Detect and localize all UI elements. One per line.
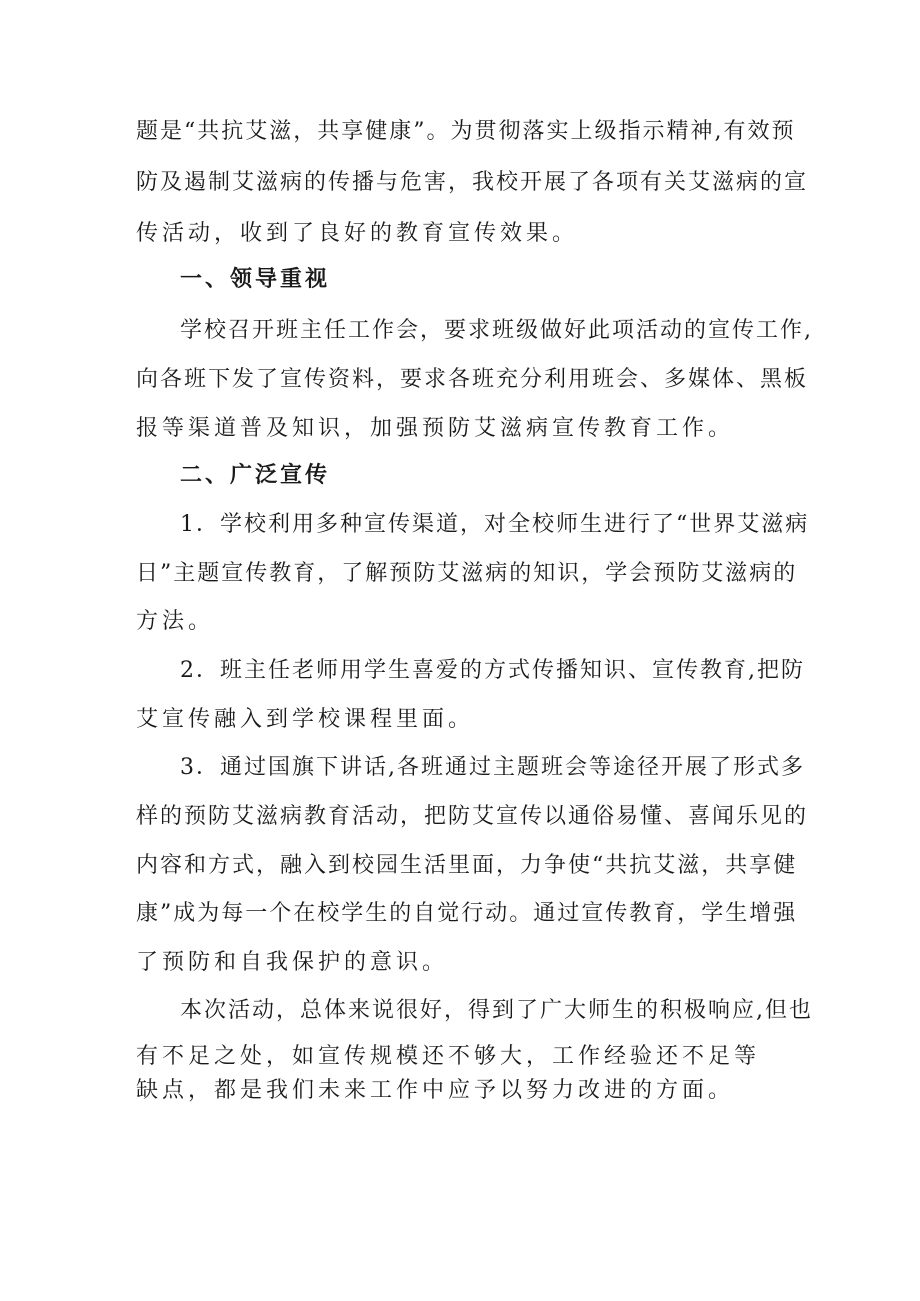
item3-line-1: 3．通过国旗下讲话,各班通过主题班会等途径开展了形式多: [180, 755, 805, 780]
section1-line-1: 学校召开班主任工作会，要求班级做好此项活动的宣传工作,: [180, 318, 813, 343]
section1-line-3: 报等渠道普及知识，加强预防艾滋病宣传教育工作。: [136, 416, 735, 441]
section-heading-leadership: 一、领导重视: [180, 267, 331, 292]
conclusion-line-3: 缺点，都是我们未来工作中应予以努力改进的方面。: [136, 1078, 735, 1103]
intro-line-2: 防及遏制艾滋病的传播与危害，我校开展了各项有关艾滋病的宣: [136, 170, 809, 195]
section-heading-publicity: 二、广泛宣传: [180, 463, 331, 488]
item3-line-3: 内容和方式，融入到校园生活里面，力争使“共抗艾滋，共享健: [136, 853, 798, 878]
conclusion-line-1: 本次活动，总体来说很好，得到了广大师生的积极响应,但也: [180, 998, 813, 1023]
item1-line-1: 1．学校利用多种宣传渠道，对全校师生进行了“世界艾滋病: [180, 512, 810, 537]
intro-line-3: 传活动，收到了良好的教育宣传效果。: [136, 221, 579, 246]
intro-line-1: 题是“共抗艾滋，共享健康”。为贯彻落实上级指示精神,有效预: [136, 119, 796, 144]
item1-line-2: 日”主题宣传教育，了解预防艾滋病的知识，学会预防艾滋病的: [136, 561, 798, 586]
conclusion-line-2: 有不足之处，如宣传规模还不够大，工作经验还不足等: [136, 1044, 761, 1069]
item3-line-5: 了预防和自我保护的意识。: [136, 950, 449, 975]
item1-line-3: 方法。: [136, 609, 215, 634]
section1-line-2: 向各班下发了宣传资料，要求各班充分利用班会、多媒体、黑板: [136, 367, 809, 392]
item3-line-2: 样的预防艾滋病教育活动，把防艾宣传以通俗易懂、喜闻乐见的: [136, 804, 809, 829]
item2-line-1: 2．班主任老师用学生喜爱的方式传播知识、宣传教育,把防: [180, 658, 805, 683]
item3-line-4: 康”成为每一个在校学生的自觉行动。通过宣传教育，学生增强: [136, 901, 798, 926]
item2-line-2: 艾宣传融入到学校课程里面。: [136, 707, 475, 732]
